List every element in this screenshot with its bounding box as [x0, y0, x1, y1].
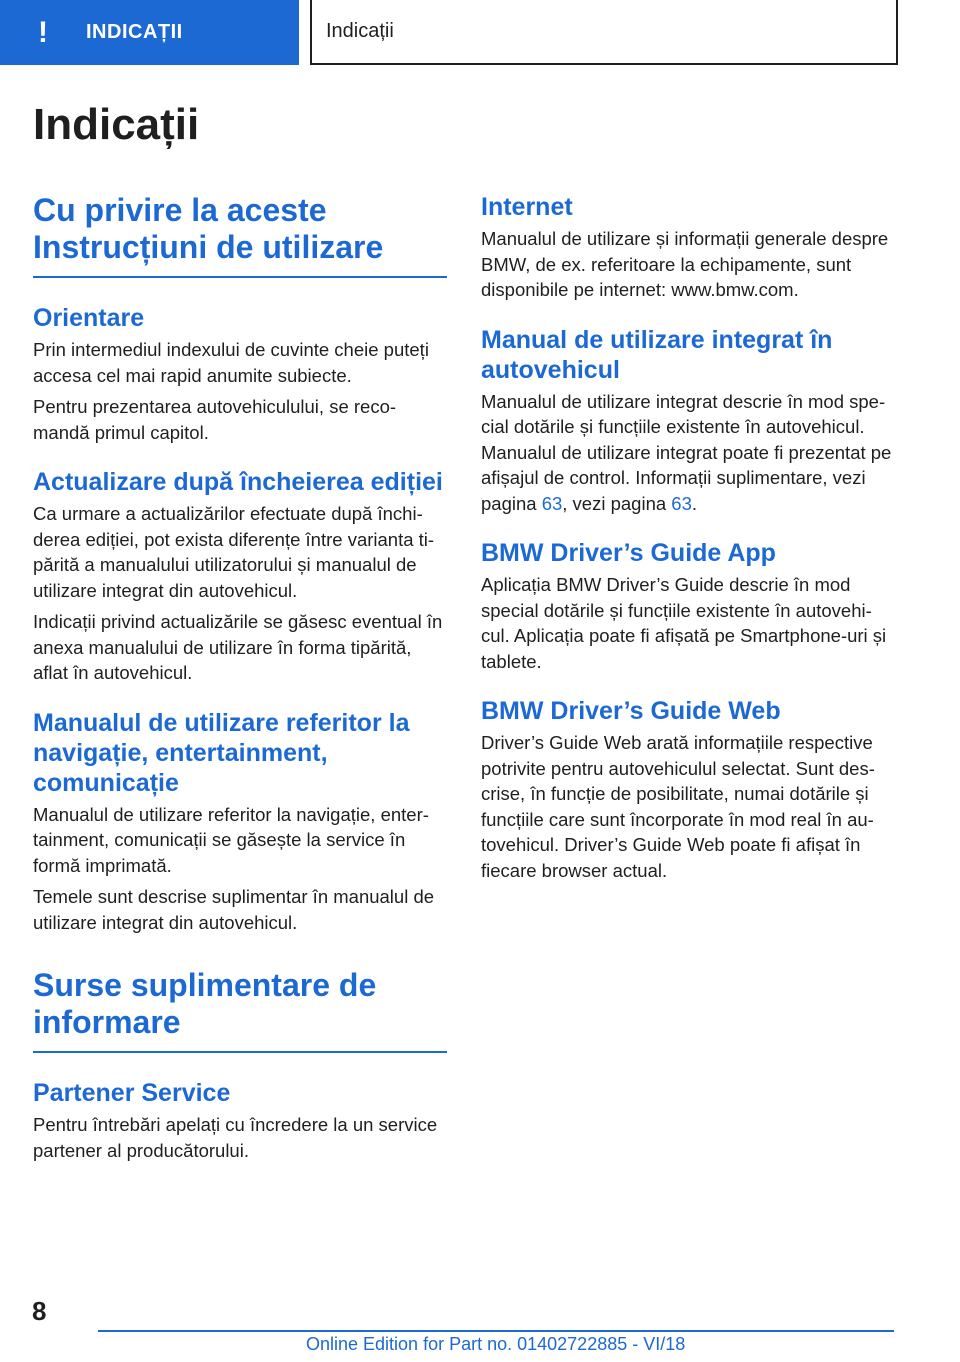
section-title-instructions: Cu privire la aceste Instrucțiuni de utilizare — [33, 192, 447, 278]
paragraph — [481, 389, 895, 517]
right-column — [481, 192, 895, 883]
section-title-sources: Surse suplimentare de informare — [33, 967, 447, 1053]
paragraph: Pentru întrebări apelați cu încredere la un service partener al producătorului. — [33, 1114, 438, 1161]
text: Manualul de utilizare integrat descrie în mod spe‐cial dotările și funcțiile existente în autovehicul. Manualul de utilizare integrat poate fi prezentat pe afișajul de control. Informații suplimentare, vezi pagina — [481, 390, 892, 514]
footer-edition: Online Edition for Part no. 01402722885 - VI/18 — [306, 1334, 686, 1354]
paragraph: Manualul de utilizare referitor la navigație, enter‐tainment, comunicații se găsește la service în formă imprimată. — [33, 803, 429, 876]
chapter-tab[interactable] — [0, 0, 299, 65]
paragraph: Indicații privind actualizările se găsesc eventual în anexa manualului de utilizare în forma tipărită, aflat în autovehicul. — [33, 611, 443, 683]
left-column — [33, 192, 447, 1163]
heading-orientare: Orientare — [33, 304, 145, 332]
chapter-tab-label: INDICAȚII — [86, 21, 183, 43]
paragraph: Manualul de utilizare și informații generale despre BMW, de ex. referitoare la echipamente, sunt disponibile pe internet: www.bmw.com. — [481, 228, 889, 300]
paragraph: Ca urmare a actualizărilor efectuate după închi‐derea ediției, pot exista diferențe între varianta ti‐părită a manualului utilizatorului și manualul de utilizare integrat din autovehicul. — [33, 503, 435, 601]
text: . — [691, 492, 698, 514]
heading-guide-app: BMW Driver’s Guide App — [481, 539, 776, 567]
text: , vezi pagina — [562, 492, 672, 514]
heading-navigatie: Manualul de utilizare referitor la navigație, entertainment, comunicație — [33, 708, 410, 797]
page-number: 8 — [32, 1296, 47, 1326]
heading-integrated-manual: Manual de utilizare integrat în autovehicul — [481, 325, 833, 384]
breadcrumb-label: Indicații — [326, 20, 394, 42]
page-link[interactable]: 63 — [671, 492, 692, 514]
page-link[interactable]: 63 — [541, 492, 563, 514]
paragraph: Prin intermediul indexului de cuvinte cheie puteți accesa cel mai rapid anumite subiecte. — [33, 339, 429, 386]
heading-partener: Partener Service — [33, 1079, 231, 1107]
page-title: Indicații — [33, 100, 200, 149]
paragraph: Aplicația BMW Driver’s Guide descrie în mod special dotările și funcțiile existente în autovehi‐cul. Aplicația poate fi afișată pe Smartphone-uri și tablete. — [481, 574, 887, 672]
heading-internet: Internet — [481, 193, 573, 221]
paragraph: Driver’s Guide Web arată informațiile respective potrivite pentru autovehiculul selectat. Sunt des‐crise, în funcție de posibilitate, numai dotările și funcțiile care sunt încorporate în mod real în au‐tovehicul. Driver’s Guide Web poate fi afișat în fiecare browser actual. — [481, 732, 875, 881]
paragraph: Pentru prezentarea autovehiculului, se reco‐mandă primul capitol. — [33, 396, 397, 443]
breadcrumb — [310, 0, 898, 65]
paragraph: Temele sunt descrise suplimentar în manualul de utilizare integrat din autovehicul. — [33, 886, 435, 933]
heading-guide-web: BMW Driver’s Guide Web — [481, 697, 781, 725]
warning-icon: ! — [38, 15, 48, 49]
heading-actualizare: Actualizare după încheierea ediției — [33, 468, 443, 496]
footer-divider — [98, 1330, 894, 1332]
